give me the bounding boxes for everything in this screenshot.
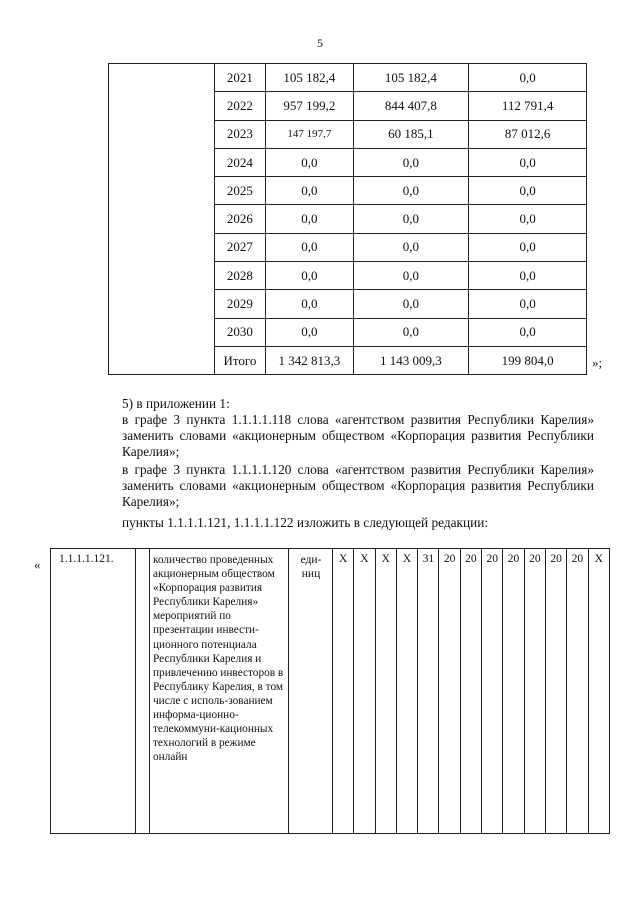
- year-cell: 2022: [214, 92, 266, 120]
- value-cell: 0,0: [353, 205, 469, 233]
- year-cell: 2024: [214, 148, 266, 176]
- empty-cell: [136, 549, 150, 834]
- table-row: [51, 549, 610, 834]
- total-cell: 147 197,7: [266, 120, 353, 148]
- indicator-value-cell: X: [375, 549, 396, 834]
- body-text: [122, 396, 594, 412]
- value-cell: 0,0: [353, 148, 469, 176]
- value-cell: 105 182,4: [353, 64, 469, 92]
- indicator-value-cell: 20: [439, 549, 460, 834]
- paragraph-item-118: в графе 3 пункта 1.1.1.1.118 слова «агентством развития Республики Карелия» заменить словами «акционерным обществом «Корпорация развития Республики Карелия»;: [122, 412, 594, 460]
- value-cell: 1 143 009,3: [353, 346, 469, 374]
- indicator-value-cell: 20: [503, 549, 524, 834]
- value-cell: 0,0: [469, 205, 587, 233]
- financing-table: [108, 63, 587, 375]
- indicator-value-cell: X: [333, 549, 354, 834]
- page-number: 5: [317, 36, 323, 50]
- indicator-value-cell: 20: [482, 549, 503, 834]
- total-cell: 1 342 813,3: [266, 346, 353, 374]
- indicator-value-cell: X: [588, 549, 609, 834]
- value-cell: 0,0: [353, 262, 469, 290]
- year-cell: 2030: [214, 318, 266, 346]
- year-cell: 2021: [214, 64, 266, 92]
- indicator-value-cell: X: [354, 549, 375, 834]
- indicator-description: количество проведенных акционерным обществом «Корпорация развития Республики Карелия» мероприятий по презентации инвести-ционного потенциала Республики Карелия и привлечению инвесторов в Республику Карелия, в том числе с исполь-зованием информа-ционно-телекоммуни-кационных технологий в режиме онлайн: [150, 549, 289, 834]
- value-cell: 0,0: [469, 177, 587, 205]
- indicator-code: 1.1.1.1.121.: [51, 549, 136, 834]
- total-cell: 0,0: [266, 177, 353, 205]
- year-cell: 2023: [214, 120, 266, 148]
- total-cell: 0,0: [266, 290, 353, 318]
- value-cell: 0,0: [469, 64, 587, 92]
- value-cell: 0,0: [469, 233, 587, 261]
- total-cell: 0,0: [266, 148, 353, 176]
- open-quote: «: [34, 557, 41, 572]
- indicator-value-cell: 20: [460, 549, 481, 834]
- total-cell: 0,0: [266, 262, 353, 290]
- year-cell: 2028: [214, 262, 266, 290]
- total-cell: 0,0: [266, 205, 353, 233]
- indicator-value-cell: X: [396, 549, 417, 834]
- indicator-table: [50, 548, 610, 834]
- indicator-unit: еди-ниц: [289, 549, 333, 834]
- year-cell: 2029: [214, 290, 266, 318]
- total-cell: 105 182,4: [266, 64, 353, 92]
- value-cell: 0,0: [353, 290, 469, 318]
- total-cell: 957 199,2: [266, 92, 353, 120]
- year-cell: Итого: [214, 346, 266, 374]
- value-cell: 199 804,0: [469, 346, 587, 374]
- merged-label-cell: [109, 64, 215, 375]
- value-cell: 60 185,1: [353, 120, 469, 148]
- value-cell: 0,0: [353, 318, 469, 346]
- indicator-value-cell: 31: [418, 549, 439, 834]
- value-cell: 87 012,6: [469, 120, 587, 148]
- year-cell: 2026: [214, 205, 266, 233]
- value-cell: 0,0: [353, 233, 469, 261]
- indicator-value-cell: 20: [545, 549, 566, 834]
- indicator-value-cell: 20: [524, 549, 545, 834]
- paragraph-item-120: в графе 3 пункта 1.1.1.1.120 слова «агентством развития Республики Карелия» заменить словами «акционерным обществом «Корпорация развития Республики Карелия»;: [122, 462, 594, 510]
- paragraph-items-121-122: пункты 1.1.1.1.121, 1.1.1.1.122 изложить в следующей редакции:: [122, 515, 489, 530]
- value-cell: 844 407,8: [353, 92, 469, 120]
- total-cell: 0,0: [266, 233, 353, 261]
- value-cell: 0,0: [469, 262, 587, 290]
- year-cell: 2027: [214, 233, 266, 261]
- indicator-value-cell: 20: [567, 549, 588, 834]
- value-cell: 0,0: [469, 148, 587, 176]
- paragraph-appendix: 5) в приложении 1:: [122, 396, 230, 411]
- value-cell: 0,0: [353, 177, 469, 205]
- value-cell: 112 791,4: [469, 92, 587, 120]
- value-cell: 0,0: [469, 290, 587, 318]
- value-cell: 0,0: [469, 318, 587, 346]
- table-row: [109, 64, 587, 92]
- table-closing-quote: »;: [592, 355, 603, 370]
- year-cell: 2025: [214, 177, 266, 205]
- total-cell: 0,0: [266, 318, 353, 346]
